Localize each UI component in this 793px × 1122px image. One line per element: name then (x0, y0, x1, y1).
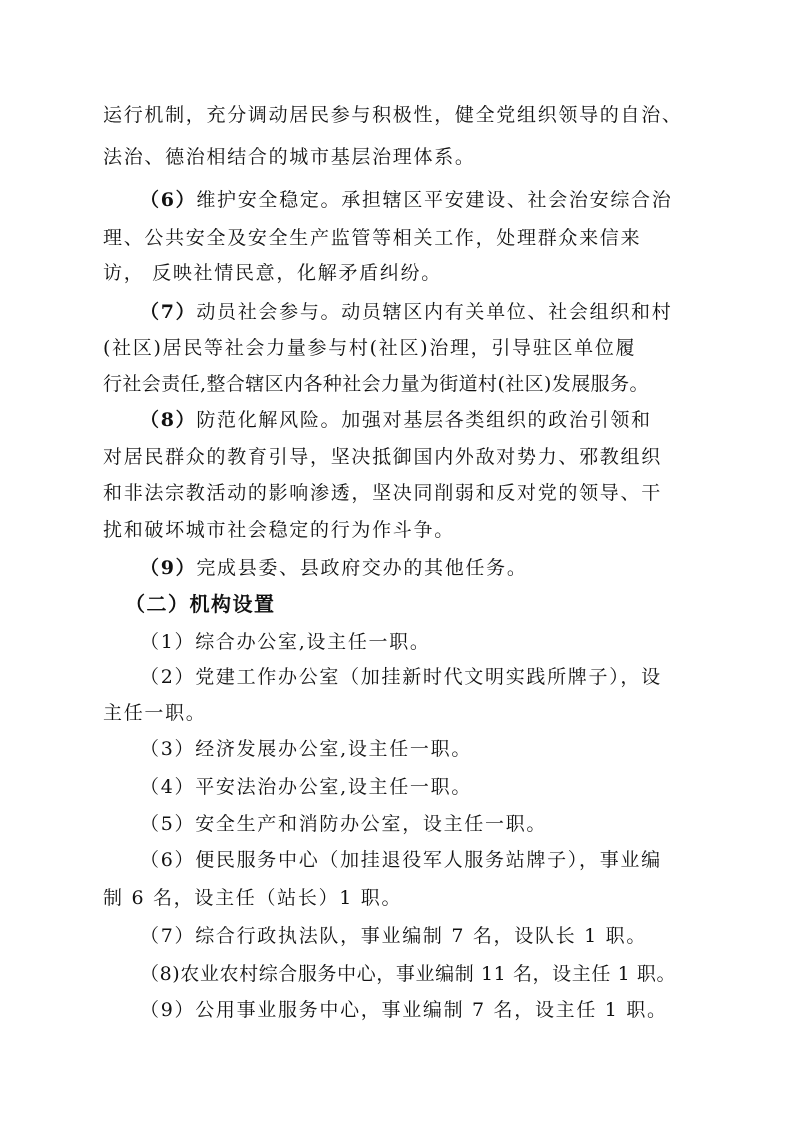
list-item: （8)农业农村综合服务中心，事业编制 11 名，设主任 1 职。 (140, 963, 677, 985)
list-item: 制 6 名，设主任（站长）1 职。 (103, 887, 403, 909)
item-number: （6） (140, 189, 197, 211)
paragraph-line: 法治、德治相结合的城市基层治理体系。 (103, 146, 476, 168)
item-6-line (140, 188, 672, 212)
paragraph-line: 行社会责任,整合辖区内各种社会力量为街道村(社区)发展服务。 (103, 373, 649, 395)
item-8-line (140, 408, 652, 432)
paragraph-line: 运行机制，充分调动居民参与积极性，健全党组织领导的自治、 (103, 104, 683, 126)
item-number: （8） (140, 409, 197, 431)
paragraph-line: 扰和破坏城市社会稳定的行为作斗争。 (103, 519, 455, 541)
list-item: （1）综合办公室,设主任一职。 (140, 631, 431, 653)
list-item: （6）便民服务中心（加挂退役军人服务站牌子），事业编 (140, 849, 662, 871)
list-item: （3）经济发展办公室,设主任一职。 (140, 738, 473, 760)
paragraph-line: 和非法宗教活动的影响渗透，坚决同削弱和反对党的领导、干 (103, 482, 662, 504)
section-heading: （二）机构设置 (125, 592, 276, 616)
item-text: 防范化解风险。加强对基层各类组织的政治引领和 (196, 409, 652, 431)
list-item: （5）安全生产和消防办公室，设主任一职。 (140, 813, 548, 835)
paragraph-line: (社区)居民等社会力量参与村(社区)治理，引导驻区单位履 (103, 337, 637, 359)
item-number: （9） (140, 557, 197, 579)
item-text: 完成县委、县政府交办的其他任务。 (196, 557, 528, 579)
item-number: （7） (140, 301, 197, 323)
item-text: 动员社会参与。动员辖区内有关单位、社会组织和村 (196, 301, 673, 323)
item-text: 维护安全稳定。承担辖区平安建设、社会治安综合治 (196, 189, 673, 211)
list-item: 主任一职。 (103, 702, 207, 724)
list-item: （2）党建工作办公室（加挂新时代文明实践所牌子），设 (140, 666, 662, 688)
item-9-line (140, 556, 528, 580)
paragraph-line: 理、公共安全及安全生产监管等相关工作，处理群众来信来 (103, 227, 642, 249)
list-item: （4）平安法治办公室,设主任一职。 (140, 776, 473, 798)
paragraph-line: 访， 反映社情民意，化解矛盾纠纷。 (103, 262, 442, 284)
item-7-line (140, 300, 672, 324)
paragraph-line: 对居民群众的教育引导，坚决抵御国内外敌对势力、邪教组织 (103, 446, 662, 468)
list-item: （7）综合行政执法队，事业编制 7 名，设队长 1 职。 (140, 925, 648, 947)
list-item: （9）公用事业服务中心，事业编制 7 名，设主任 1 职。 (140, 999, 668, 1021)
